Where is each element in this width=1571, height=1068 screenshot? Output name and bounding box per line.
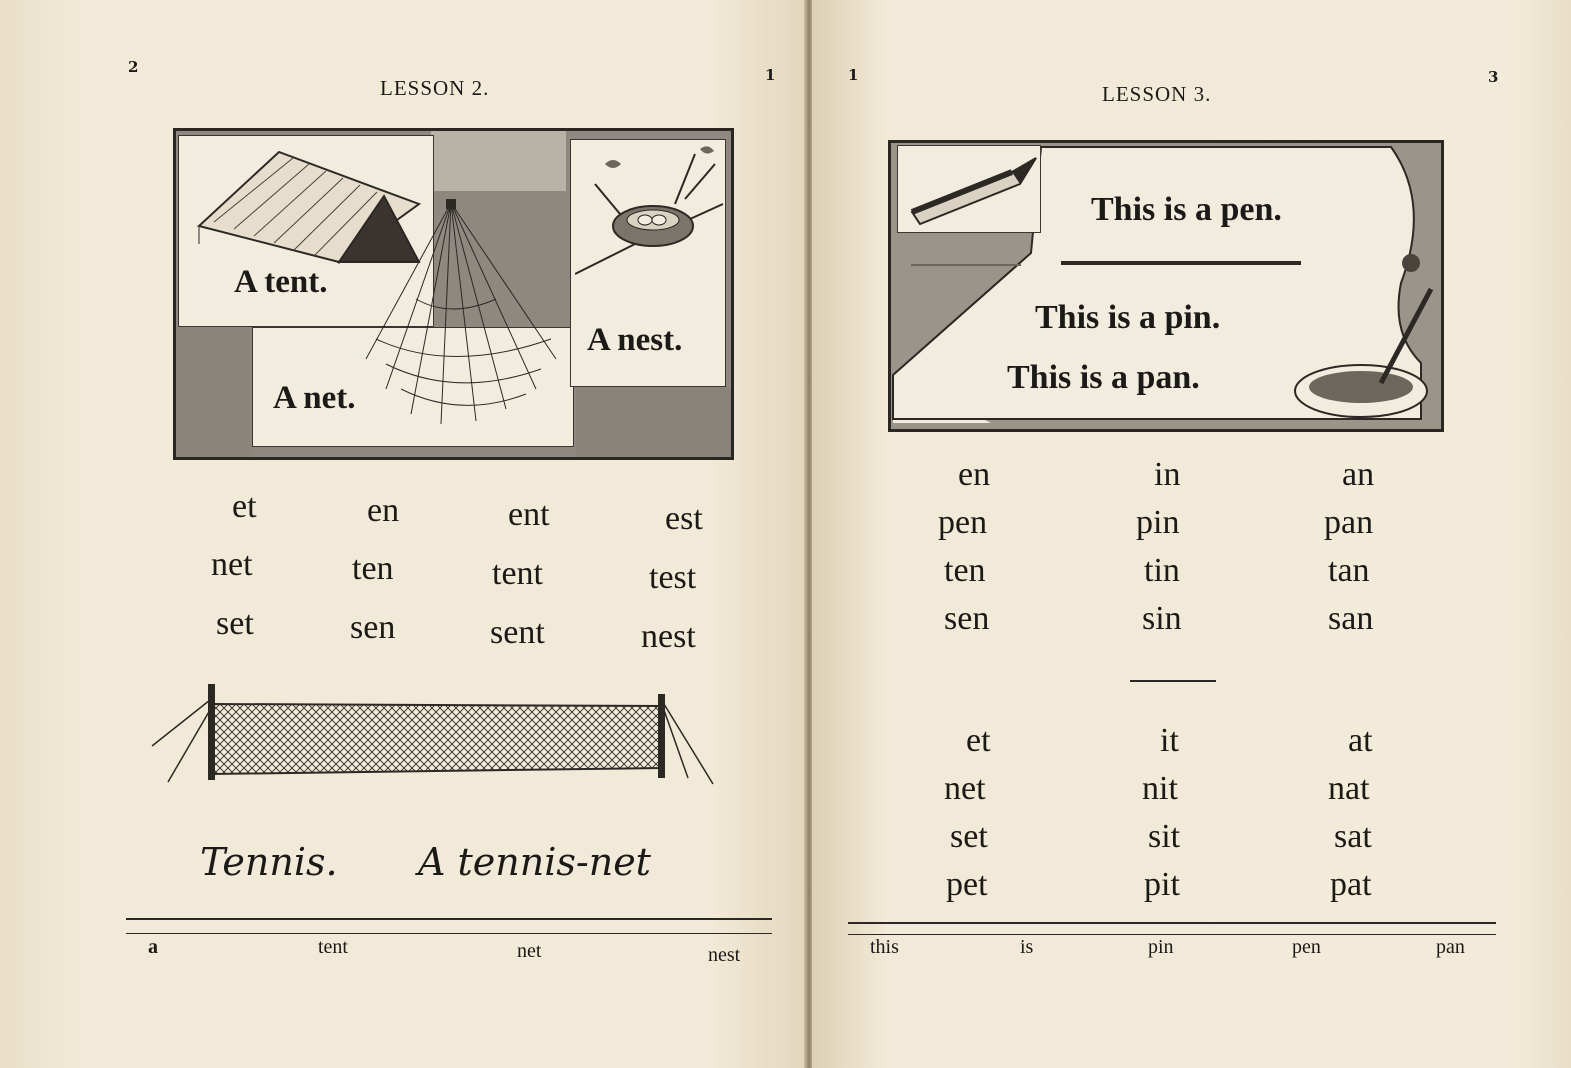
footer-rule bbox=[126, 918, 772, 920]
hanging-net-icon bbox=[356, 199, 566, 439]
word: pan bbox=[1324, 504, 1374, 541]
page-number: 1 bbox=[765, 66, 776, 84]
word: est bbox=[665, 500, 703, 537]
word: tin bbox=[1144, 552, 1180, 589]
word: set bbox=[216, 605, 254, 642]
footer-word: pen bbox=[1292, 936, 1321, 958]
word: et bbox=[232, 488, 257, 525]
footer-word: pan bbox=[1436, 936, 1465, 958]
nest-caption: A nest. bbox=[587, 322, 683, 358]
divider bbox=[1130, 680, 1216, 682]
pen-pin-pan-illustration bbox=[888, 140, 1444, 432]
word: set bbox=[950, 818, 988, 855]
footer-word: a bbox=[148, 936, 158, 958]
word: tent bbox=[492, 555, 543, 592]
tent-net-nest-illustration bbox=[173, 128, 734, 460]
word: in bbox=[1154, 456, 1181, 493]
word: an bbox=[1342, 456, 1375, 493]
footer-rule bbox=[126, 933, 772, 934]
right-page bbox=[812, 0, 1571, 1068]
script-phrase: A tennis-net bbox=[418, 840, 651, 884]
word: nat bbox=[1328, 770, 1370, 807]
footer-word: this bbox=[870, 936, 899, 958]
word: sent bbox=[490, 614, 545, 651]
word: ent bbox=[508, 496, 550, 533]
net-caption: A net. bbox=[273, 380, 356, 416]
word: at bbox=[1348, 722, 1373, 759]
footer-word: net bbox=[517, 940, 542, 962]
pen-sentence: This is a pen. bbox=[1091, 191, 1282, 228]
word: it bbox=[1160, 722, 1179, 759]
word: tan bbox=[1328, 552, 1370, 589]
page-number: 2 bbox=[128, 58, 139, 76]
lesson-title: LESSON 2. bbox=[380, 76, 490, 100]
tent-caption: A tent. bbox=[234, 264, 328, 300]
word: pat bbox=[1330, 866, 1372, 903]
word: nit bbox=[1142, 770, 1178, 807]
footer-rule bbox=[848, 922, 1496, 924]
script-word: Tennis. bbox=[200, 840, 338, 884]
footer-word: tent bbox=[318, 936, 348, 958]
word: sin bbox=[1142, 600, 1182, 637]
page-number: 1 bbox=[848, 66, 859, 84]
word: net bbox=[944, 770, 986, 807]
pin-sentence: This is a pin. bbox=[1035, 299, 1221, 336]
pen-card bbox=[897, 145, 1041, 233]
word: nest bbox=[641, 618, 696, 655]
word: sat bbox=[1334, 818, 1372, 855]
word: test bbox=[649, 559, 697, 596]
word: et bbox=[966, 722, 991, 759]
word: pin bbox=[1136, 504, 1180, 541]
pan-icon bbox=[1291, 283, 1441, 423]
tennis-net-illustration bbox=[148, 680, 718, 795]
word: en bbox=[367, 492, 400, 529]
word: ten bbox=[352, 550, 394, 587]
page-number: 3 bbox=[1488, 68, 1499, 86]
word: pen bbox=[938, 504, 988, 541]
word: pit bbox=[1144, 866, 1180, 903]
footer-word: pin bbox=[1148, 936, 1174, 958]
lesson-title: LESSON 3. bbox=[1102, 82, 1212, 106]
word: sit bbox=[1148, 818, 1181, 855]
pan-sentence: This is a pan. bbox=[1007, 359, 1200, 396]
footer-rule bbox=[848, 934, 1496, 935]
pen-icon bbox=[904, 150, 1038, 228]
word: sen bbox=[944, 600, 990, 637]
word: pet bbox=[946, 866, 988, 903]
word: en bbox=[958, 456, 991, 493]
footer-word: nest bbox=[708, 944, 741, 966]
footer-word: is bbox=[1020, 936, 1034, 958]
word: san bbox=[1328, 600, 1374, 637]
word: ten bbox=[944, 552, 986, 589]
nest-icon bbox=[575, 144, 725, 294]
word: net bbox=[211, 546, 253, 583]
word: sen bbox=[350, 609, 396, 646]
nest-card bbox=[570, 139, 726, 387]
